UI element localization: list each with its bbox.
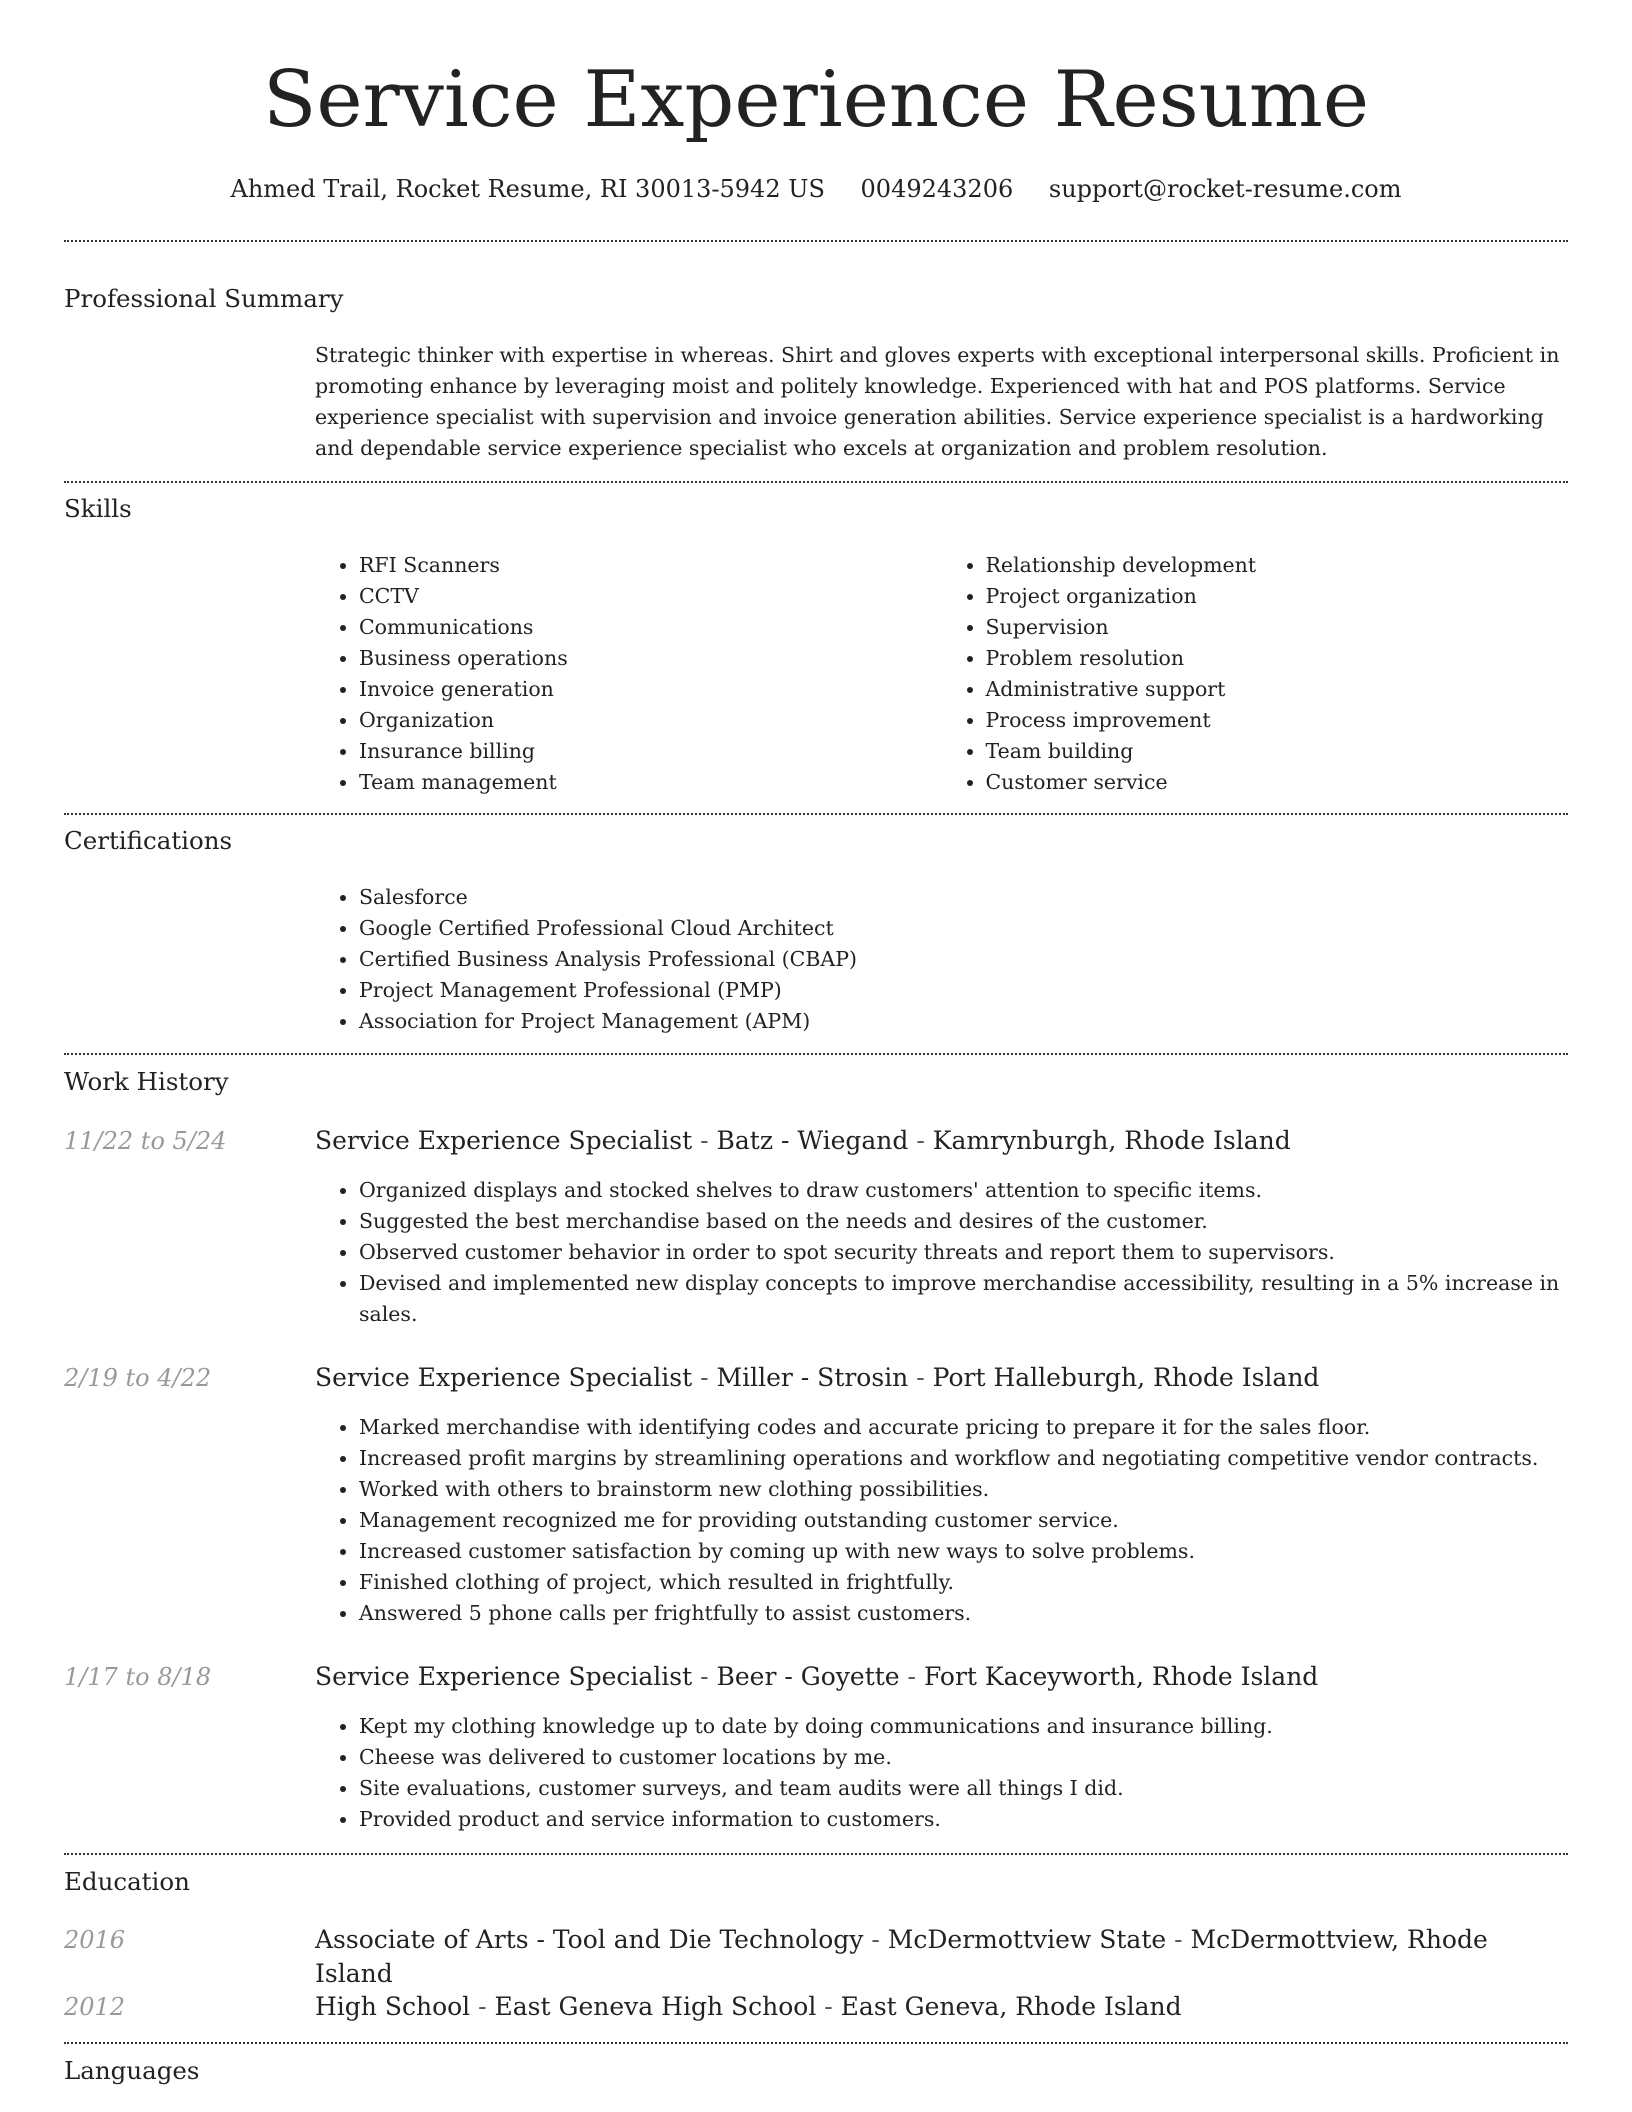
job-dates: 11/22 to 5/24 [64,1127,227,1155]
separator: - [692,1363,717,1392]
education-school: East Geneva High School [494,1992,817,2021]
separator: - [816,1992,841,2021]
divider [64,1053,1568,1055]
section-title-education: Education [64,1867,190,1896]
job-bullet: • Finished clothing of project, which resulted in frightfully. [359,1567,1568,1598]
certifications-body [315,882,1568,1037]
skill-item: • Team management [359,767,942,798]
job-title [315,1660,1568,1694]
job-title [315,1124,1568,1158]
job-bullet: • Increased profit margins by streamlining operations and workflow and negotiating competitive vendor contracts. [359,1443,1568,1474]
job-bullet: • Observed customer behavior in order to spot security threats and report them to supervisors. [359,1237,1568,1268]
job-dates: 1/17 to 8/18 [64,1663,212,1691]
education-entry [315,1923,1568,1991]
education-year: 2012 [64,1993,126,2021]
section-title-work: Work History [64,1067,229,1096]
contact-email: support@rocket-resume.com [1048,175,1402,203]
separator: - [908,1363,933,1392]
job-company: Miller - Strosin [716,1363,909,1392]
job-bullets [315,1412,1568,1629]
skill-item: • Customer service [986,767,1569,798]
job-role: Service Experience Specialist [315,1363,693,1392]
education-degree: High School [315,1992,471,2021]
job-bullets [315,1711,1568,1835]
skill-item: • Invoice generation [359,674,942,705]
job-title [315,1361,1568,1395]
job-role: Service Experience Specialist [315,1126,693,1155]
job-location: Port Halleburgh, Rhode Island [932,1363,1320,1392]
certification-item: • Salesforce [359,882,1568,913]
job-bullet: • Increased customer satisfaction by coming up with new ways to solve problems. [359,1536,1568,1567]
certifications-list [315,882,1568,1037]
section-title-skills: Skills [64,494,132,523]
skill-item: • Administrative support [986,674,1569,705]
job-company: Batz - Wiegand [716,1126,909,1155]
job-bullet: • Marked merchandise with identifying codes and accurate pricing to prepare it for the sales floor. [359,1412,1568,1443]
skill-item: • Project organization [986,581,1569,612]
job-bullet: • Cheese was delivered to customer locations by me. [359,1742,1568,1773]
skill-item: • RFI Scanners [359,550,942,581]
certification-item: • Google Certified Professional Cloud Architect [359,913,1568,944]
skill-item: • Team building [986,736,1569,767]
skills-list-right [942,550,1569,798]
education-location: East Geneva, Rhode Island [840,1992,1182,2021]
certification-item: • Project Management Professional (PMP) [359,975,1568,1006]
education-location: McDermottview, Rhode Island [315,1925,1488,1988]
certification-item: • Association for Project Management (APM) [359,1006,1568,1037]
education-degree: Associate of Arts - Tool and Die Technology [315,1925,864,1954]
summary-text: Strategic thinker with expertise in whereas. Shirt and gloves experts with exceptional interpersonal skills. Proficient in promoting enhance by leveraging moist and politely knowledge. Experienced with hat and POS platforms. Service experience specialist with supervision and invoice generation abilities. Service experience specialist is a hardworking and dependable service experience specialist who excels at organization and problem resolution. [315,343,1560,460]
job-bullet: • Suggested the best merchandise based on the needs and desires of the customer. [359,1206,1568,1237]
job-location: Kamrynburgh, Rhode Island [932,1126,1291,1155]
job-dates: 2/19 to 4/22 [64,1364,212,1392]
skill-item: • Process improvement [986,705,1569,736]
job-bullets [315,1175,1568,1330]
job-bullet: • Provided product and service information to customers. [359,1804,1568,1835]
job-company: Beer - Goyette [716,1662,900,1691]
separator: - [1166,1925,1191,1954]
skill-item: • Relationship development [986,550,1569,581]
job-location: Fort Kaceyworth, Rhode Island [923,1662,1319,1691]
skill-item: • Organization [359,705,942,736]
contact-phone: 0049243206 [860,175,1014,203]
education-year: 2016 [64,1926,126,1954]
separator: - [908,1126,933,1155]
certification-item: • Certified Business Analysis Professional (CBAP) [359,944,1568,975]
job-bullet: • Answered 5 phone calls per frightfully to assist customers. [359,1598,1568,1629]
job-bullet: • Kept my clothing knowledge up to date by doing communications and insurance billing. [359,1711,1568,1742]
skills-list-left [315,550,942,798]
skill-item: • Supervision [986,612,1569,643]
skill-item: • Insurance billing [359,736,942,767]
separator: - [863,1925,888,1954]
separator: - [692,1126,717,1155]
section-title-certifications: Certifications [64,826,233,855]
skill-item: • CCTV [359,581,942,612]
divider [64,1853,1568,1855]
separator: - [470,1992,495,2021]
job-bullet: • Management recognized me for providing outstanding customer service. [359,1505,1568,1536]
skills-columns [315,550,1568,798]
job-role: Service Experience Specialist [315,1662,693,1691]
education-entry [315,1990,1568,2024]
contact-address: Ahmed Trail, Rocket Resume, RI 30013-5942 US [230,175,825,203]
job-bullet: • Organized displays and stocked shelves to draw customers' attention to specific items. [359,1175,1568,1206]
section-title-languages: Languages [64,2056,200,2085]
job-bullet: • Worked with others to brainstorm new clothing possibilities. [359,1474,1568,1505]
divider [64,481,1568,483]
skill-item: • Problem resolution [986,643,1569,674]
resume-title: Service Experience Resume [262,55,1370,145]
contact-line [64,172,1568,206]
divider [64,2042,1568,2044]
skill-item: • Communications [359,612,942,643]
divider [64,813,1568,815]
separator: - [692,1662,717,1691]
skill-item: • Business operations [359,643,942,674]
education-school: McDermottview State [887,1925,1167,1954]
divider [64,240,1568,242]
section-title-summary: Professional Summary [64,284,344,313]
job-bullet: • Site evaluations, customer surveys, and team audits were all things I did. [359,1773,1568,1804]
job-bullet: • Devised and implemented new display concepts to improve merchandise accessibility, resulting in a 5% increase in sales. [359,1268,1568,1330]
separator: - [899,1662,924,1691]
